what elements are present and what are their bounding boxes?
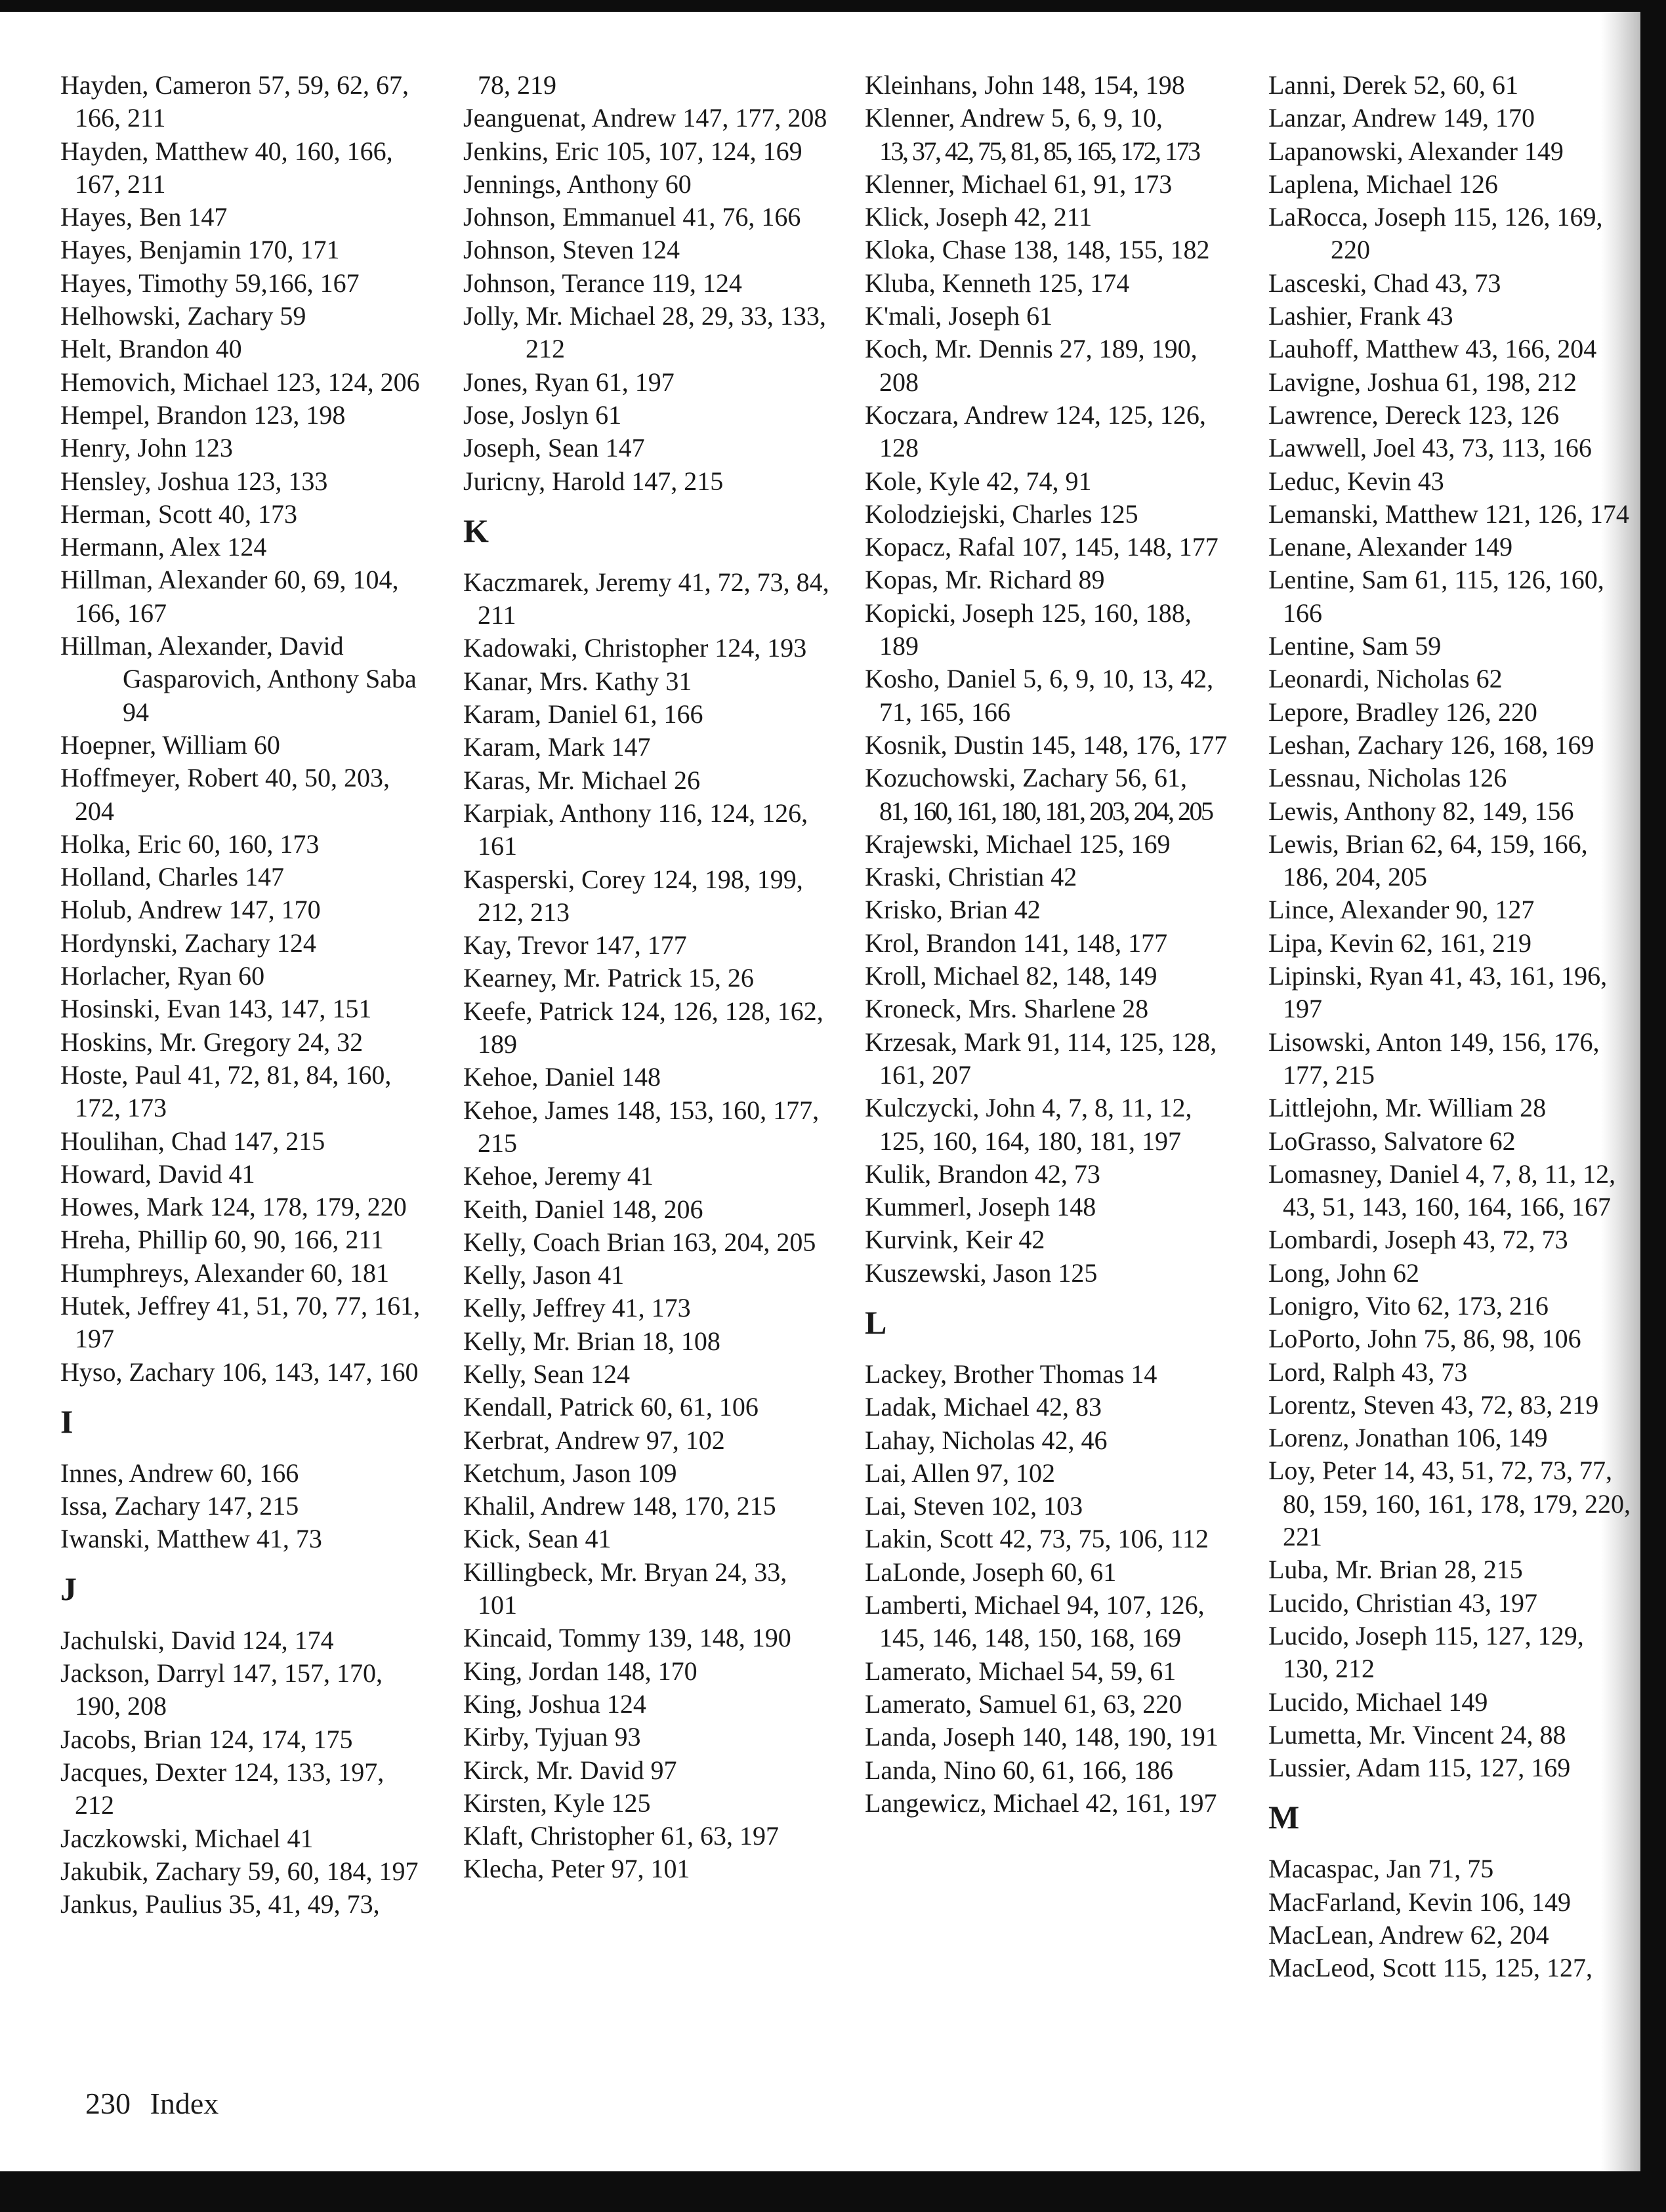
index-entry: Herman, Scott 40, 173	[60, 499, 298, 529]
index-entry: Lavigne, Joshua 61, 198, 212	[1268, 367, 1577, 397]
index-entry: Lonigro, Vito 62, 173, 216	[1268, 1290, 1549, 1321]
index-entry: Henry, John 123	[60, 433, 233, 463]
index-entry: Hoffmeyer, Robert 40, 50, 203, 204	[60, 763, 390, 826]
index-entry: Lipa, Kevin 62, 161, 219	[1268, 928, 1532, 958]
index-entry: Lamberti, Michael 94, 107, 126, 145, 146, 148, 150, 168, 169	[865, 1590, 1205, 1653]
index-entry: Lisowski, Anton 149, 156, 176, 177, 215	[1268, 1027, 1600, 1090]
scan-right-border	[1640, 0, 1666, 2212]
index-entry-continuation: 81, 160, 161, 180, 181, 203, 204, 205	[879, 796, 1213, 826]
index-entry: Kloka, Chase 138, 148, 155, 182	[865, 235, 1210, 265]
index-entry: Jacobs, Brian 124, 174, 175	[60, 1724, 353, 1754]
index-entry: Hyso, Zachary 106, 143, 147, 160	[60, 1357, 419, 1387]
index-letter-heading: K	[463, 512, 489, 549]
section-name: Index	[150, 2087, 219, 2120]
index-entry-continuation: 78, 219	[478, 70, 556, 100]
index-entry: Kosnik, Dustin 145, 148, 176, 177	[865, 729, 1228, 760]
index-entry: Hosinski, Evan 143, 147, 151	[60, 994, 372, 1024]
index-entry: MacLeod, Scott 115, 125, 127,	[1268, 1953, 1593, 1983]
index-entry: Kasperski, Corey 124, 198, 199, 212, 213	[463, 864, 803, 927]
index-entry: Lumetta, Mr. Vincent 24, 88	[1268, 1719, 1566, 1750]
index-entry: Kick, Sean 41	[463, 1524, 612, 1554]
index-entry: Karam, Mark 147	[463, 732, 651, 762]
index-entry: Lanni, Derek 52, 60, 61	[1268, 70, 1519, 100]
index-entry: Klecha, Peter 97, 101	[463, 1854, 690, 1884]
index-entry: LaLonde, Joseph 60, 61	[865, 1557, 1117, 1587]
index-entry: Lapanowski, Alexander 149	[1268, 136, 1564, 166]
index-entry: Hermann, Alex 124	[60, 532, 267, 562]
index-entry: Lemanski, Matthew 121, 126, 174	[1268, 499, 1629, 529]
index-entry-continuation: 13, 37, 42, 75, 81, 85, 165, 172, 173	[879, 136, 1199, 166]
index-entry: Lucido, Michael 149	[1268, 1687, 1488, 1717]
index-entry: Klenner, Andrew 5, 6, 9, 10,	[865, 103, 1163, 133]
index-entry: K'mali, Joseph 61	[865, 301, 1053, 331]
index-entry: Leshan, Zachary 126, 168, 169	[1268, 729, 1594, 760]
index-entry: Lomasney, Daniel 4, 7, 8, 11, 12, 43, 51, 143, 160, 164, 166, 167	[1268, 1158, 1616, 1222]
index-entry: Kehoe, Daniel 148	[463, 1062, 661, 1092]
index-entry: Jose, Joslyn 61	[463, 399, 622, 430]
index-entry: Littlejohn, Mr. William 28	[1268, 1093, 1547, 1123]
index-entry: Kincaid, Tommy 139, 148, 190	[463, 1623, 791, 1653]
index-letter-heading: I	[60, 1403, 73, 1440]
index-entry: Karpiak, Anthony 116, 124, 126, 161	[463, 798, 808, 861]
index-entry: Helhowski, Zachary 59	[60, 301, 306, 331]
index-entry: Leduc, Kevin 43	[1268, 466, 1444, 496]
index-entry: Kanar, Mrs. Kathy 31	[463, 666, 692, 696]
index-letter-heading: J	[60, 1570, 77, 1607]
index-entry: Krajewski, Michael 125, 169	[865, 829, 1171, 859]
index-entry: Lombardi, Joseph 43, 72, 73	[1268, 1225, 1568, 1255]
index-entry: Kehoe, Jeremy 41	[463, 1161, 654, 1191]
index-entry: Issa, Zachary 147, 215	[60, 1491, 299, 1521]
index-entry: Krisko, Brian 42	[865, 895, 1041, 925]
index-entry: Hensley, Joshua 123, 133	[60, 466, 328, 496]
index-entry: Jeanguenat, Andrew 147, 177, 208	[463, 103, 827, 133]
index-entry: Krol, Brandon 141, 148, 177	[865, 928, 1168, 958]
index-entry: Howard, David 41	[60, 1158, 255, 1189]
index-entry: Lamerato, Michael 54, 59, 61	[865, 1656, 1177, 1686]
index-entry: Landa, Joseph 140, 148, 190, 191	[865, 1722, 1218, 1752]
index-entry: Lasceski, Chad 43, 73	[1268, 268, 1501, 298]
index-entry: Kopicki, Joseph 125, 160, 188, 189	[865, 598, 1192, 661]
index-entry: Lucido, Joseph 115, 127, 129, 130, 212	[1268, 1620, 1584, 1684]
index-column-4	[1268, 69, 1636, 1985]
index-entry: Karam, Daniel 61, 166	[463, 699, 703, 729]
index-entry: Kelly, Jason 41	[463, 1260, 625, 1290]
index-entry: Kay, Trevor 147, 177	[463, 930, 687, 960]
index-letter-heading: L	[865, 1303, 887, 1341]
index-entry: Holub, Andrew 147, 170	[60, 895, 321, 925]
index-entry: Ketchum, Jason 109	[463, 1458, 677, 1488]
index-entry: Koczara, Andrew 124, 125, 126, 128	[865, 399, 1206, 463]
index-entry: Leonardi, Nicholas 62	[1268, 664, 1503, 694]
index-entry: Kulczycki, John 4, 7, 8, 11, 12, 125, 160, 164, 180, 181, 197	[865, 1093, 1192, 1156]
index-entry: Keefe, Patrick 124, 126, 128, 162, 189	[463, 996, 823, 1059]
index-entry: Johnson, Steven 124	[463, 235, 680, 265]
index-entry: Laplena, Michael 126	[1268, 169, 1498, 199]
scan-top-border	[0, 0, 1666, 12]
index-entry: Kirby, Tyjuan 93	[463, 1722, 641, 1752]
index-entry: Lussier, Adam 115, 127, 169	[1268, 1753, 1571, 1783]
index-entry: Kroll, Michael 82, 148, 149	[865, 961, 1157, 991]
index-entry: Loy, Peter 14, 43, 51, 72, 73, 77, 80, 159, 160, 161, 178, 179, 220, 221	[1268, 1456, 1631, 1552]
index-entry: Lince, Alexander 90, 127	[1268, 895, 1535, 925]
index-entry: Jones, Ryan 61, 197	[463, 367, 675, 397]
index-entry: Kurvink, Keir 42	[865, 1225, 1045, 1255]
index-entry: Hoskins, Mr. Gregory 24, 32	[60, 1027, 364, 1057]
index-entry: Hayden, Matthew 40, 160, 166, 167, 211	[60, 136, 393, 199]
index-entry: Karas, Mr. Michael 26	[463, 765, 701, 795]
index-entry: Kroneck, Mrs. Sharlene 28	[865, 994, 1149, 1024]
index-entry: Luba, Mr. Brian 28, 215	[1268, 1555, 1523, 1585]
index-entry: Lenane, Alexander 149	[1268, 532, 1513, 562]
index-column-2	[463, 69, 831, 1886]
index-entry: Kulik, Brandon 42, 73	[865, 1158, 1100, 1189]
index-entry: Hempel, Brandon 123, 198	[60, 399, 346, 430]
index-entry: Humphreys, Alexander 60, 181	[60, 1258, 390, 1288]
index-entry: Kraski, Christian 42	[865, 862, 1077, 892]
index-entry: Iwanski, Matthew 41, 73	[60, 1524, 322, 1554]
index-entry: Kuszewski, Jason 125	[865, 1258, 1098, 1288]
index-entry: Kummerl, Joseph 148	[865, 1192, 1096, 1222]
index-entry: Klenner, Michael 61, 91, 173	[865, 169, 1173, 199]
index-entry: Hoste, Paul 41, 72, 81, 84, 160, 172, 173	[60, 1059, 392, 1123]
index-entry: Johnson, Emmanuel 41, 76, 166	[463, 202, 801, 232]
index-entry: Kirck, Mr. David 97	[463, 1755, 677, 1785]
index-entry: Joseph, Sean 147	[463, 433, 645, 463]
index-entry: Lucido, Christian 43, 197	[1268, 1587, 1537, 1618]
index-entry: Hutek, Jeffrey 41, 51, 70, 77, 161, 197	[60, 1290, 421, 1354]
index-entry: Lawrence, Dereck 123, 126	[1268, 399, 1560, 430]
index-entry: Klaft, Christopher 61, 63, 197	[463, 1821, 780, 1851]
index-entry: Howes, Mark 124, 178, 179, 220	[60, 1192, 407, 1222]
index-entry: LoGrasso, Salvatore 62	[1268, 1126, 1516, 1156]
page-footer	[85, 2086, 219, 2121]
index-entry: Lawwell, Joel 43, 73, 113, 166	[1268, 433, 1592, 463]
index-entry: Innes, Andrew 60, 166	[60, 1458, 299, 1488]
index-entry: King, Jordan 148, 170	[463, 1656, 698, 1686]
index-entry: Lord, Ralph 43, 73	[1268, 1357, 1468, 1387]
index-entry: Houlihan, Chad 147, 215	[60, 1126, 325, 1156]
index-letter-heading: M	[1268, 1799, 1300, 1836]
index-entry: Lentine, Sam 59	[1268, 631, 1442, 661]
index-entry: Jaczkowski, Michael 41	[60, 1823, 314, 1853]
index-entry: Lakin, Scott 42, 73, 75, 106, 112	[865, 1524, 1209, 1554]
index-entry: Jennings, Anthony 60	[463, 169, 692, 199]
index-entry: Lahay, Nicholas 42, 46	[865, 1425, 1108, 1455]
index-entry: LaRocca, Joseph 115, 126, 169, 220	[1268, 202, 1603, 265]
index-entry: Lashier, Frank 43	[1268, 301, 1453, 331]
index-entry: Hordynski, Zachary 124	[60, 928, 316, 958]
index-entry: Kopacz, Rafal 107, 145, 148, 177	[865, 532, 1218, 562]
index-entry: Kendall, Patrick 60, 61, 106	[463, 1392, 759, 1422]
index-entry: Kaczmarek, Jeremy 41, 72, 73, 84, 211	[463, 567, 829, 630]
index-entry: Helt, Brandon 40	[60, 334, 242, 364]
index-entry: Jacques, Dexter 124, 133, 197, 212	[60, 1757, 385, 1820]
index-entry: MacLean, Andrew 62, 204	[1268, 1920, 1549, 1950]
index-entry: Lanzar, Andrew 149, 170	[1268, 103, 1535, 133]
index-entry: Hayes, Timothy 59,166, 167	[60, 268, 360, 298]
index-entry: Macaspac, Jan 71, 75	[1268, 1854, 1494, 1884]
index-entry: Keith, Daniel 148, 206	[463, 1194, 703, 1224]
index-entry: Jakubik, Zachary 59, 60, 184, 197	[60, 1856, 419, 1886]
index-entry: Hillman, Alexander, David Gasparovich, Anthony Saba 94	[60, 631, 417, 727]
index-entry: Kelly, Sean 124	[463, 1359, 631, 1389]
index-entry: Kerbrat, Andrew 97, 102	[463, 1425, 725, 1455]
index-entry: Hayes, Ben 147	[60, 202, 228, 232]
index-entry: Kluba, Kenneth 125, 174	[865, 268, 1130, 298]
index-entry: Lewis, Anthony 82, 149, 156	[1268, 796, 1574, 826]
index-entry: Krzesak, Mark 91, 114, 125, 128, 161, 207	[865, 1027, 1217, 1090]
index-entry: Lai, Allen 97, 102	[865, 1458, 1055, 1488]
index-entry: Hayes, Benjamin 170, 171	[60, 235, 340, 265]
index-entry: Holka, Eric 60, 160, 173	[60, 829, 320, 859]
index-entry: Juricny, Harold 147, 215	[463, 466, 724, 496]
index-entry: Kozuchowski, Zachary 56, 61,	[865, 763, 1187, 793]
index-entry: Kopas, Mr. Richard 89	[865, 565, 1105, 595]
index-entry: Jolly, Mr. Michael 28, 29, 33, 133, 212	[463, 301, 826, 364]
index-entry: Jankus, Paulius 35, 41, 49, 73,	[60, 1889, 380, 1919]
index-entry: Lai, Steven 102, 103	[865, 1491, 1083, 1521]
index-entry: Hemovich, Michael 123, 124, 206	[60, 367, 420, 397]
index-entry: Koch, Mr. Dennis 27, 189, 190, 208	[865, 334, 1197, 397]
index-entry: Hayden, Cameron 57, 59, 62, 67, 166, 211	[60, 70, 409, 133]
index-entry: Ladak, Michael 42, 83	[865, 1392, 1102, 1422]
index-entry: Langewicz, Michael 42, 161, 197	[865, 1788, 1217, 1818]
index-entry: Holland, Charles 147	[60, 862, 285, 892]
index-entry: Jenkins, Eric 105, 107, 124, 169	[463, 136, 802, 166]
index-entry: Kolodziejski, Charles 125	[865, 499, 1138, 529]
index-entry: Kearney, Mr. Patrick 15, 26	[463, 963, 754, 993]
index-entry: Kole, Kyle 42, 74, 91	[865, 466, 1092, 496]
index-entry: Kadowaki, Christopher 124, 193	[463, 633, 807, 663]
index-entry: LoPorto, John 75, 86, 98, 106	[1268, 1324, 1581, 1354]
index-entry: King, Joshua 124	[463, 1689, 646, 1719]
index-entry: Long, John 62	[1268, 1258, 1419, 1288]
index-column-1	[60, 69, 428, 1921]
index-entry: Klick, Joseph 42, 211	[865, 202, 1093, 232]
index-entry: Kosho, Daniel 5, 6, 9, 10, 13, 42, 71, 165, 166	[865, 664, 1214, 727]
index-entry: MacFarland, Kevin 106, 149	[1268, 1887, 1572, 1917]
page-number: 230	[85, 2087, 131, 2120]
index-entry: Hillman, Alexander 60, 69, 104, 166, 167	[60, 565, 399, 628]
index-entry: Lessnau, Nicholas 126	[1268, 763, 1507, 793]
index-entry: Lorentz, Steven 43, 72, 83, 219	[1268, 1389, 1599, 1420]
index-entry: Kelly, Mr. Brian 18, 108	[463, 1326, 720, 1356]
index-entry: Lamerato, Samuel 61, 63, 220	[865, 1689, 1182, 1719]
index-entry: Kirsten, Kyle 125	[463, 1788, 651, 1818]
index-entry: Khalil, Andrew 148, 170, 215	[463, 1491, 776, 1521]
index-entry: Lipinski, Ryan 41, 43, 161, 196, 197	[1268, 961, 1608, 1024]
index-entry: Kehoe, James 148, 153, 160, 177, 215	[463, 1095, 820, 1158]
index-entry: Jachulski, David 124, 174	[60, 1625, 334, 1655]
index-entry: Lorenz, Jonathan 106, 149	[1268, 1423, 1548, 1453]
index-entry: Kleinhans, John 148, 154, 198	[865, 70, 1185, 100]
index-entry: Hoepner, William 60	[60, 729, 280, 760]
index-entry: Landa, Nino 60, 61, 166, 186	[865, 1755, 1173, 1785]
index-entry: Lewis, Brian 62, 64, 159, 166, 186, 204, 205	[1268, 829, 1588, 892]
index-entry: Killingbeck, Mr. Bryan 24, 33, 101	[463, 1557, 787, 1620]
scan-bottom-border	[0, 2171, 1666, 2212]
index-entry: Lepore, Bradley 126, 220	[1268, 697, 1537, 727]
index-entry: Lauhoff, Matthew 43, 166, 204	[1268, 334, 1597, 364]
index-entry: Kelly, Coach Brian 163, 204, 205	[463, 1227, 816, 1257]
index-entry: Hreha, Phillip 60, 90, 166, 211	[60, 1225, 384, 1255]
index-entry: Johnson, Terance 119, 124	[463, 268, 742, 298]
index-entry: Lentine, Sam 61, 115, 126, 160, 166	[1268, 565, 1604, 628]
index-entry: Horlacher, Ryan 60	[60, 961, 265, 991]
index-entry: Lackey, Brother Thomas 14	[865, 1359, 1157, 1389]
index-column-3	[865, 69, 1232, 1820]
index-entry: Jackson, Darryl 147, 157, 170, 190, 208	[60, 1658, 383, 1721]
index-entry: Kelly, Jeffrey 41, 173	[463, 1293, 691, 1323]
